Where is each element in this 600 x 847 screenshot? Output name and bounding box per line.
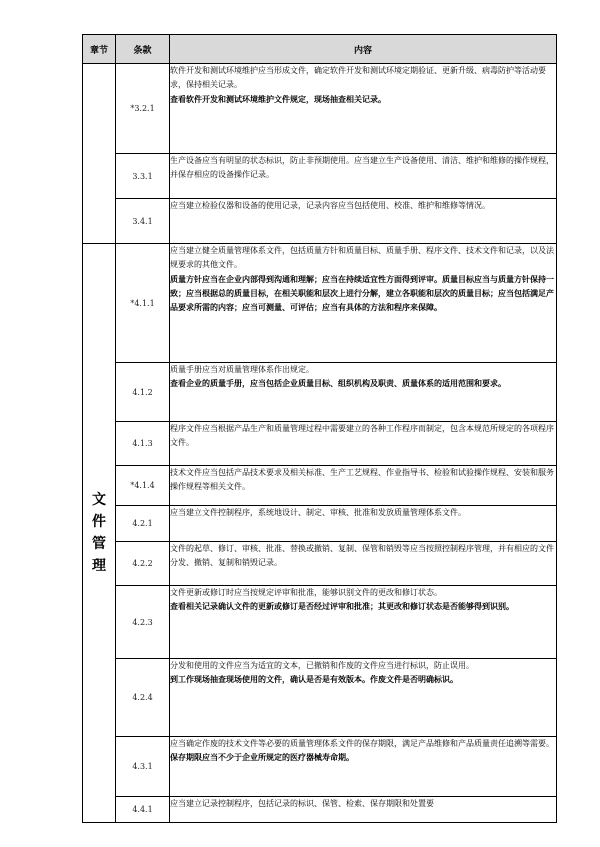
clause-number: 4.3.1 bbox=[116, 737, 170, 797]
clause-number: 3.3.1 bbox=[116, 154, 170, 199]
clause-number: 4.1.2 bbox=[116, 363, 170, 422]
chapter-char: 文 bbox=[92, 492, 106, 508]
clause-number: 4.2.3 bbox=[116, 586, 170, 659]
table-row bbox=[83, 659, 557, 737]
table-row bbox=[83, 542, 557, 586]
table-row bbox=[83, 586, 557, 659]
table-row bbox=[83, 422, 557, 466]
clause-text: 应当确定作废的技术文件等必要的质量管理体系文件的保存期限，满足产品维修和产品质量责任追溯等需要。 bbox=[170, 739, 554, 748]
inspection-method: 查看软件开发和测试环境维护文件规定，现场抽查相关记录。 bbox=[170, 94, 386, 104]
clause-content bbox=[170, 659, 557, 737]
clause-number: 4.2.1 bbox=[116, 506, 170, 542]
clause-number: 4.1.3 bbox=[116, 422, 170, 466]
clause-text: 软件开发和测试环境维护应当形成文件，确定软件开发和测试环境定期验证、更新升级、病毒防护等活动要求，保持相关记录。 bbox=[170, 66, 546, 90]
table-row bbox=[83, 154, 557, 199]
header-clause: 条款 bbox=[116, 35, 170, 64]
chapter-char: 件 bbox=[92, 514, 106, 530]
inspection-method: 质量方针应当在企业内部得到沟通和理解；应当在持续适宜性方面得到评审。质量目标应当与质量方针保持一致；应当根据总的质量目标，在相关职能和层次上进行分解，建立各职能和层次的质量目标；应当包括满足产品要求所需的内容；应当可测量、可评估；应当有具体的方法和程序来保障。 bbox=[170, 274, 554, 313]
table-row bbox=[83, 244, 557, 363]
clause-content bbox=[170, 199, 557, 244]
table-row bbox=[83, 506, 557, 542]
table-row bbox=[83, 64, 557, 154]
table-row bbox=[83, 363, 557, 422]
clause-number: 3.4.1 bbox=[116, 199, 170, 244]
inspection-method: 保存期限应当不少于企业所规定的医疗器械寿命期。 bbox=[170, 753, 354, 763]
chapter-cell-document-management bbox=[83, 244, 116, 823]
chapter-char: 管 bbox=[92, 536, 106, 552]
clause-number: 4.2.2 bbox=[116, 542, 170, 586]
clause-number: 4.4.1 bbox=[116, 797, 170, 823]
clause-text: 文件的起草、修订、审核、批准、替换或撤销、复制、保管和销毁等应当按照控制程序管理，并有相应的文件分发、撤销、复制和销毁记录。 bbox=[170, 544, 554, 568]
clause-number: *3.2.1 bbox=[116, 64, 170, 154]
inspection-method: 查看企业的质量手册，应当包括企业质量目标、组织机构及职责、质量体系的适用范围和要求。 bbox=[170, 379, 506, 389]
clause-text: 生产设备应当有明显的状态标识，防止非预期使用。应当建立生产设备使用、清洁、维护和维修的操作规程，并保存相应的设备操作记录。 bbox=[170, 156, 554, 180]
clause-content bbox=[170, 64, 557, 154]
clause-text: 应当建立检验仪器和设备的使用记录，记录内容应当包括使用、校准、维护和维修等情况。 bbox=[170, 201, 490, 210]
clause-content bbox=[170, 586, 557, 659]
clause-content bbox=[170, 244, 557, 363]
table-header-row bbox=[83, 35, 557, 64]
clause-content bbox=[170, 154, 557, 199]
clause-content bbox=[170, 422, 557, 466]
clause-text: 文件更新或修订时应当按规定评审和批准，能够识别文件的更改和修订状态。 bbox=[170, 588, 442, 597]
clause-text: 程序文件应当根据产品生产和质量管理过程中需要建立的各种工作程序而制定，包含本规范所规定的各项程序文件。 bbox=[170, 424, 554, 448]
table-row bbox=[83, 737, 557, 797]
table-row bbox=[83, 797, 557, 823]
header-content: 内容 bbox=[170, 35, 557, 64]
clause-number: 4.2.4 bbox=[116, 659, 170, 737]
clause-text: 分发和使用的文件应当为适宜的文本，已撤销和作废的文件应当进行标识，防止误用。 bbox=[170, 661, 474, 670]
clause-content bbox=[170, 737, 557, 797]
clause-content bbox=[170, 466, 557, 506]
clause-text: 质量手册应当对质量管理体系作出规定。 bbox=[170, 365, 314, 374]
clause-number: *4.1.1 bbox=[116, 244, 170, 363]
chapter-cell-previous bbox=[83, 64, 116, 244]
clause-text: 应当建立健全质量管理体系文件，包括质量方针和质量目标、质量手册、程序文件、技术文件和记录，以及法规要求的其他文件。 bbox=[170, 246, 554, 270]
clause-content bbox=[170, 542, 557, 586]
inspection-method: 查看相关记录确认文件的更新或修订是否经过评审和批准；其更改和修订状态是否能够得到识别。 bbox=[170, 602, 514, 612]
clause-content bbox=[170, 506, 557, 542]
clause-text: 应当建立记录控制程序，包括记录的标识、保管、检索、保存期限和处置要 bbox=[170, 799, 434, 808]
table-row bbox=[83, 199, 557, 244]
chapter-char: 理 bbox=[92, 558, 106, 574]
clause-content bbox=[170, 797, 557, 823]
clause-text: 技术文件应当包括产品技术要求及相关标准、生产工艺规程、作业指导书、检验和试验操作规程、安装和服务操作规程等相关文件。 bbox=[170, 468, 554, 492]
clause-text: 应当建立文件控制程序，系统地设计、制定、审核、批准和发放质量管理体系文件。 bbox=[170, 508, 466, 517]
inspection-method: 到工作现场抽查现场使用的文件，确认是否是有效版本。作废文件是否明确标识。 bbox=[170, 675, 458, 685]
header-chapter: 章节 bbox=[83, 35, 116, 64]
requirements-table bbox=[82, 34, 557, 823]
table-row bbox=[83, 466, 557, 506]
clause-number: *4.1.4 bbox=[116, 466, 170, 506]
clause-content bbox=[170, 363, 557, 422]
